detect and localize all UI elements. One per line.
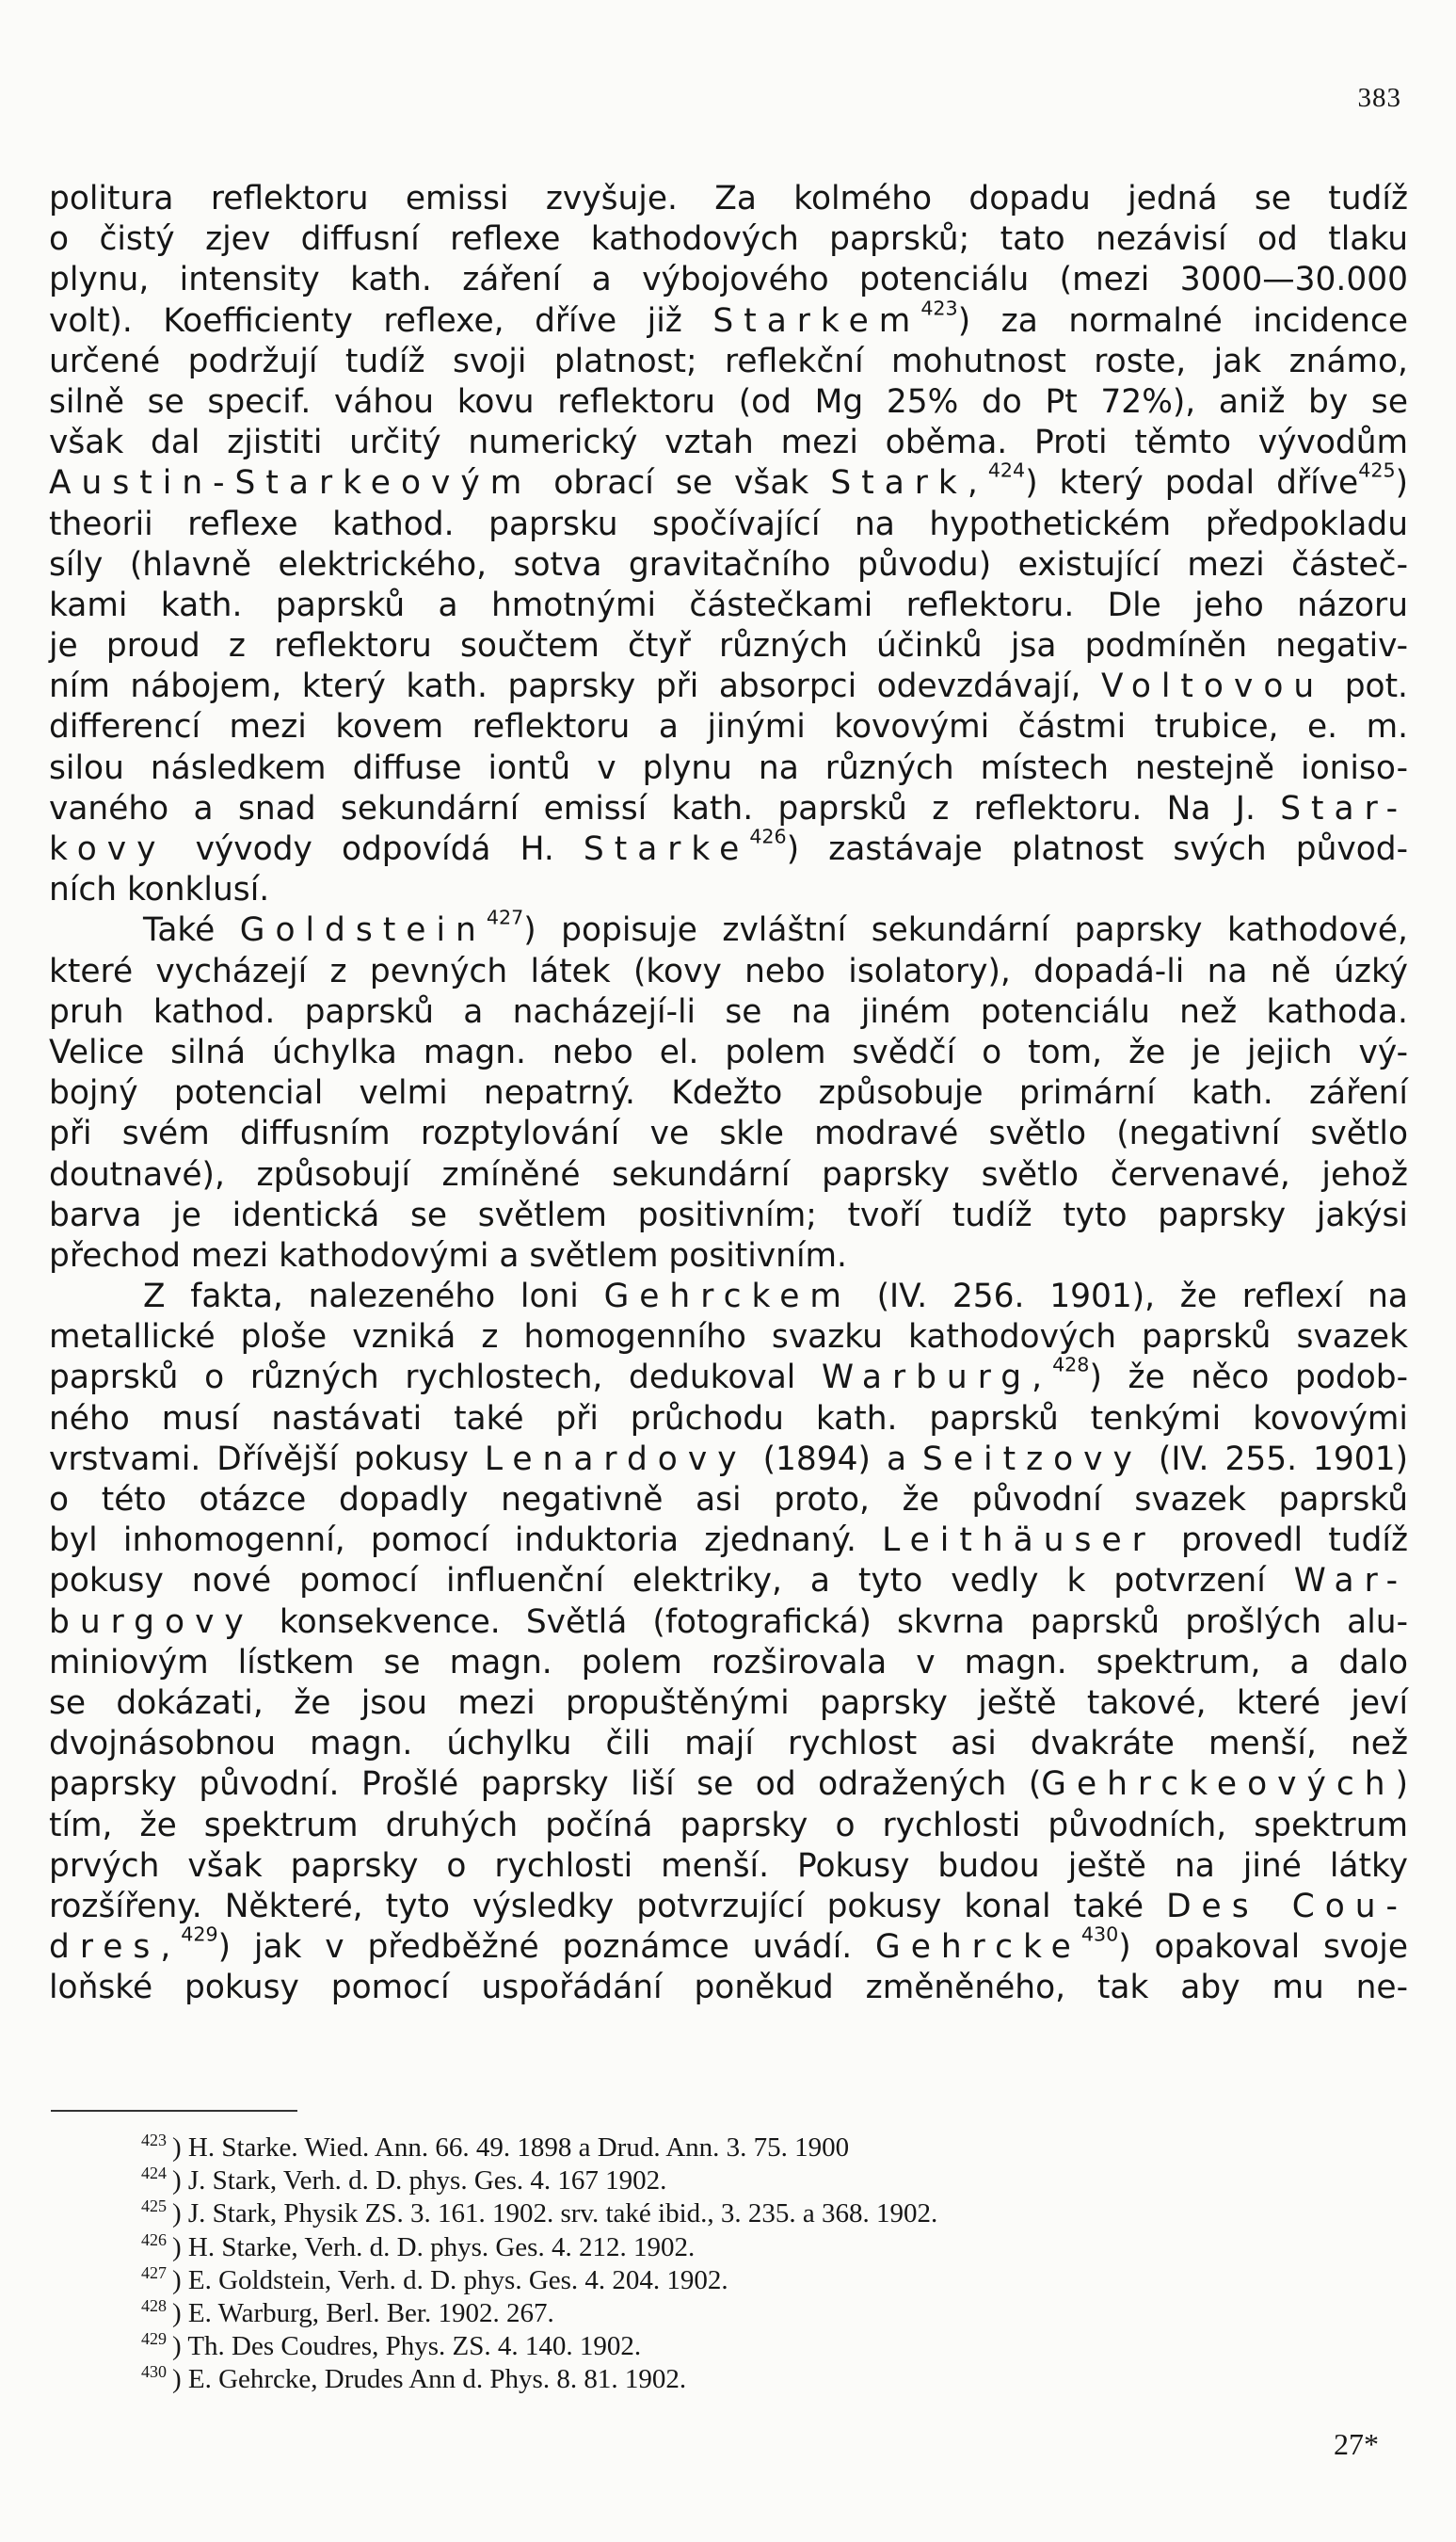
text-line bbox=[49, 1033, 1408, 1073]
text-line bbox=[49, 586, 1408, 626]
text-segment: dvojnásobnou magn. úchylku čili mají rychlost asi dvakráte menší, než bbox=[49, 1725, 1408, 1763]
text-segment: prvých však paprsky o rychlosti menší. Pokusy budou ještě na jiné látky bbox=[49, 1846, 1408, 1885]
text-line bbox=[49, 1806, 1408, 1846]
footnote-text: H. Starke. Wied. Ann. 66. 49. 1898 a Drud. Ann. 3. 75. 1900 bbox=[187, 2132, 850, 2163]
text-line bbox=[49, 1643, 1408, 1683]
text-line bbox=[49, 179, 1408, 219]
text-line bbox=[49, 1196, 1408, 1236]
text-segment: provedl tudíž bbox=[1155, 1521, 1408, 1560]
text-line bbox=[49, 1399, 1408, 1440]
footnote-mark: 425 bbox=[141, 2196, 167, 2216]
author-name: Warburg, bbox=[822, 1359, 1053, 1397]
text-segment: ) který podal dříve bbox=[1025, 464, 1359, 503]
footnote-ref: 426 bbox=[749, 825, 787, 848]
text-segment: ) jak v předběžné poznámce uvádí. bbox=[217, 1928, 876, 1967]
text-segment: Také bbox=[143, 911, 240, 950]
text-segment: politura reflektoru emissi zvyšuje. Za kolmého dopadu jedná se tudíž bbox=[49, 180, 1408, 217]
text-segment: ) že něco podob- bbox=[1089, 1359, 1408, 1397]
text-segment: (1894) a bbox=[746, 1440, 923, 1478]
text-line bbox=[49, 1520, 1408, 1561]
text-segment: při svém diffusním rozptylování ve skle modravé světlo (negativní světlo bbox=[49, 1115, 1408, 1153]
text-segment: theorii reflexe kathod. paprsku spočívající na hypothetickém předpokladu bbox=[49, 505, 1408, 543]
text-segment: se dokázati, že jsou mezi propuštěnými paprsky ještě takové, které jeví bbox=[49, 1683, 1408, 1722]
text-segment: Velice silná úchylka magn. nebo el. polem svědčí o tom, že je jejich vý- bbox=[49, 1033, 1408, 1071]
text-segment: silně se specif. váhou kovu reflektoru (od Mg 25 bbox=[49, 382, 928, 421]
text-line bbox=[49, 1317, 1408, 1358]
footnote-mark: 423 bbox=[141, 2131, 167, 2149]
text-segment: rozšířeny. Některé, tyto výsledky potvrzující pokusy konal také bbox=[49, 1887, 1167, 1925]
text-segment: do Pt 72 bbox=[958, 382, 1143, 421]
text-line bbox=[49, 1602, 1408, 1643]
footnotes bbox=[141, 2124, 1365, 2395]
author-name: Star- bbox=[1280, 789, 1408, 828]
footnote-ref: 423 bbox=[920, 297, 958, 320]
text-segment: je proud z reflektoru součtem čtyř různých účinků jsa podmíněn negativ- bbox=[49, 627, 1408, 666]
text-segment: které vycházejí z pevných látek (kovy nebo isolatory), dopadá-li na ně úzký bbox=[49, 952, 1408, 990]
text-line bbox=[49, 1683, 1408, 1724]
footnote-text: E. Gehrcke, Drudes Ann d. Phys. 8. 81. 1902. bbox=[187, 2364, 687, 2395]
author-name: Seitzovy bbox=[922, 1440, 1143, 1478]
text-segment: vývody odpovídá H. bbox=[166, 830, 584, 868]
author-name: Lenardovy bbox=[484, 1440, 747, 1478]
text-line bbox=[49, 382, 1408, 423]
text-line bbox=[49, 1353, 1408, 1398]
footnote-paren: ) bbox=[171, 2364, 188, 2395]
text-segment: vrstvami. Dřívější pokusy bbox=[49, 1440, 485, 1478]
text-segment: ) za normalné incidence bbox=[957, 301, 1408, 340]
text-line bbox=[49, 1480, 1408, 1520]
author-name: dres, bbox=[49, 1928, 182, 1967]
author-name: Gehrckeových bbox=[1041, 1765, 1396, 1804]
author-name: Voltovou bbox=[1100, 668, 1325, 706]
text-segment: ) bbox=[1395, 1765, 1408, 1804]
text-line bbox=[49, 952, 1408, 992]
text-segment: kami kath. paprsků a hmotnými částečkami reflektoru. Dle jeho názoru bbox=[49, 586, 1408, 624]
author-name: burgovy bbox=[49, 1602, 254, 1641]
text-segment: vaného a snad sekundární emissí kath. paprsků z reflektoru. Na J. bbox=[49, 789, 1281, 828]
footnote-mark: 428 bbox=[141, 2295, 167, 2315]
author-name: Stark, bbox=[830, 464, 988, 503]
text-segment: určené podržují tudíž svoji platnost; reflekční mohutnost roste, jak známo, bbox=[49, 342, 1408, 380]
text-line bbox=[49, 626, 1408, 667]
footnote-paren: ) bbox=[171, 2264, 188, 2295]
text-line bbox=[49, 1923, 1408, 1968]
text-line bbox=[49, 342, 1408, 382]
footnote bbox=[141, 2323, 1365, 2361]
footnote-text: J. Stark, Verh. d. D. phys. Ges. 4. 167 1902. bbox=[187, 2164, 667, 2196]
footnote-rule bbox=[51, 2110, 297, 2112]
text-line bbox=[49, 1114, 1408, 1154]
text-segment: o čistý zjev diffusní reflexe kathodových paprsků; tato nezávisí od tlaku bbox=[49, 220, 1408, 259]
percent-sign: % bbox=[1142, 382, 1173, 421]
text-line bbox=[49, 1724, 1408, 1764]
footnote-ref: 428 bbox=[1052, 1353, 1090, 1376]
text-segment: ních konklusí. bbox=[49, 871, 270, 909]
text-segment: paprsky původní. Prošlé paprsky liší se od odražených ( bbox=[49, 1765, 1042, 1804]
text-line bbox=[49, 505, 1408, 545]
footnote-mark: 427 bbox=[141, 2262, 167, 2282]
text-segment: plynu, intensity kath. záření a výbojového potenciálu (mezi 3000—30.000 bbox=[49, 261, 1408, 299]
text-segment: metallické ploše vzniká z homogenního svazku kathodových paprsků svazek bbox=[49, 1318, 1408, 1357]
text-segment: ) opakoval svoje bbox=[1118, 1928, 1408, 1967]
text-line bbox=[49, 707, 1408, 748]
footnote-paren: ) bbox=[171, 2198, 188, 2229]
footnote-ref: 427 bbox=[486, 906, 524, 929]
author-name: Austin-Starkeovým bbox=[49, 464, 533, 503]
text-line bbox=[49, 545, 1408, 586]
text-segment: (IV. 255. 1901) bbox=[1142, 1440, 1408, 1478]
text-line bbox=[49, 789, 1408, 829]
author-name: Starkem bbox=[712, 301, 921, 340]
text-line bbox=[49, 667, 1408, 707]
text-segment: konsekvence. Světlá (fotografická) skvrna paprsků prošlých alu- bbox=[253, 1602, 1408, 1641]
footnote bbox=[141, 2356, 1365, 2395]
text-segment: byl inhomogenní, pomocí induktoria zjednaný. bbox=[49, 1521, 883, 1560]
text-line bbox=[49, 1236, 1408, 1277]
text-segment: differencí mezi kovem reflektoru a jinými kovovými částmi trubice, e. m. bbox=[49, 708, 1408, 747]
text-segment: ), aniž by se bbox=[1172, 382, 1408, 421]
text-segment: ) zastávaje platnost svých původ- bbox=[786, 830, 1408, 868]
text-segment: pot. bbox=[1324, 668, 1408, 706]
text-line bbox=[49, 1440, 1408, 1480]
author-name: Leithäuser bbox=[882, 1521, 1156, 1560]
text-segment: o této otázce dopadly negativně asi proto, že původní svazek paprsků bbox=[49, 1481, 1408, 1519]
footnote-paren: ) bbox=[171, 2330, 188, 2361]
text-line bbox=[49, 1561, 1408, 1601]
text-line bbox=[49, 748, 1408, 789]
text-segment: ním nábojem, který kath. paprsky při absorpci odevzdávají, bbox=[49, 668, 1101, 706]
text-segment: ) bbox=[1395, 464, 1408, 503]
footnote-ref: 425 bbox=[1358, 459, 1396, 482]
text-segment: doutnavé), způsobují zmíněné sekundární paprsky světlo červenavé, jehož bbox=[49, 1155, 1408, 1194]
text-segment: Z fakta, nalezeného loni bbox=[143, 1278, 604, 1316]
text-segment: miniovým lístkem se magn. polem rozširovala v magn. spektrum, a dalo bbox=[49, 1643, 1408, 1681]
text-segment: pokusy nové pomocí influenční elektriky, a tyto vedly k potvrzení bbox=[49, 1562, 1294, 1601]
signature-mark: 27* bbox=[1334, 2427, 1379, 2461]
footnote-ref: 429 bbox=[181, 1923, 218, 1946]
text-line bbox=[49, 219, 1408, 260]
text-segment: bojný potencial velmi nepatrný. Kdežto způsobuje primární kath. záření bbox=[49, 1074, 1408, 1113]
text-line bbox=[49, 1968, 1408, 2008]
text-segment: pruh kathod. paprsků a nacházejí-li se na jiném potenciálu než kathoda. bbox=[49, 992, 1408, 1031]
text-line bbox=[49, 459, 1408, 504]
text-segment: loňské pokusy pomocí uspořádání poněkud změněného, tak aby mu ne- bbox=[49, 1969, 1408, 2007]
text-segment: ) popisuje zvláštní sekundární paprsky kathodové, bbox=[523, 911, 1408, 950]
footnote-ref: 430 bbox=[1080, 1923, 1119, 1946]
body-text bbox=[49, 179, 1408, 2008]
text-segment: paprsků o různých rychlostech, dedukoval bbox=[49, 1359, 823, 1397]
footnote-paren: ) bbox=[171, 2231, 188, 2262]
text-line bbox=[49, 1155, 1408, 1196]
footnote bbox=[141, 2190, 1365, 2229]
text-line bbox=[49, 992, 1408, 1033]
text-line bbox=[49, 1073, 1408, 1114]
text-segment: ného musí nastávati také při průchodu kath. paprsků tenkými kovovými bbox=[49, 1399, 1408, 1438]
text-segment: (IV. 256. 1901), že reflexí na bbox=[851, 1278, 1408, 1316]
text-segment: tím, že spektrum druhých počíná paprsky o rychlosti původních, spektrum bbox=[49, 1806, 1408, 1844]
text-line bbox=[49, 260, 1408, 300]
footnote bbox=[141, 2290, 1365, 2328]
text-segment: však dal zjistiti určitý numerický vztah mezi oběma. Proti těmto vývodům bbox=[49, 424, 1408, 462]
text-line bbox=[49, 1764, 1408, 1805]
footnote-paren: ) bbox=[171, 2297, 188, 2328]
text-line bbox=[49, 297, 1408, 342]
text-segment: síly (hlavně elektrického, sotva gravitačního původu) existující mezi částeč- bbox=[49, 545, 1408, 584]
footnote-text: E. Warburg, Berl. Ber. 1902. 267. bbox=[187, 2297, 554, 2328]
footnote-mark: 430 bbox=[141, 2362, 167, 2382]
text-segment: silou následkem diffuse iontů v plynu na různých místech nestejně ioniso- bbox=[49, 748, 1408, 787]
text-line bbox=[49, 870, 1408, 910]
author-name: Starke bbox=[583, 830, 750, 868]
author-name: kovy bbox=[49, 830, 167, 868]
footnote-text: Th. Des Coudres, Phys. ZS. 4. 140. 1902. bbox=[187, 2330, 642, 2361]
author-name: Gehrckem bbox=[603, 1278, 852, 1316]
footnote-mark: 424 bbox=[141, 2164, 167, 2183]
author-name: Goldstein bbox=[239, 911, 487, 950]
text-segment: volt). Koefficienty reflexe, dříve již bbox=[49, 301, 713, 340]
text-line bbox=[49, 1887, 1408, 1927]
text-line bbox=[49, 1277, 1408, 1317]
footnote-text: E. Goldstein, Verh. d. D. phys. Ges. 4. 204. 1902. bbox=[187, 2264, 728, 2295]
footnote bbox=[141, 2124, 1365, 2163]
footnote-paren: ) bbox=[171, 2164, 188, 2196]
text-segment: barva je identická se světlem positivním; tvoří tudíž tyto paprsky jakýsi bbox=[49, 1196, 1408, 1234]
footnote-mark: 429 bbox=[141, 2329, 167, 2349]
percent-sign: % bbox=[927, 382, 959, 421]
footnote-mark: 426 bbox=[141, 2229, 167, 2249]
page-number: 383 bbox=[1357, 83, 1401, 113]
text-line bbox=[49, 906, 1408, 951]
text-line bbox=[49, 825, 1408, 870]
author-name: War- bbox=[1293, 1562, 1408, 1601]
footnote-text: H. Starke, Verh. d. D. phys. Ges. 4. 212. 1902. bbox=[187, 2231, 696, 2262]
footnote bbox=[141, 2257, 1365, 2295]
text-segment: přechod mezi kathodovými a světlem positivním. bbox=[49, 1236, 847, 1275]
footnote-paren: ) bbox=[171, 2132, 188, 2163]
footnote-ref: 424 bbox=[987, 459, 1026, 482]
text-segment: obrací se však bbox=[532, 464, 831, 503]
footnote-text: J. Stark, Physik ZS. 3. 161. 1902. srv. také ibid., 3. 235. a 368. 1902. bbox=[187, 2198, 938, 2229]
text-line bbox=[49, 423, 1408, 463]
author-name: Gehrcke bbox=[875, 1928, 1081, 1967]
text-line bbox=[49, 1846, 1408, 1887]
author-name: Des Cou- bbox=[1166, 1887, 1408, 1925]
